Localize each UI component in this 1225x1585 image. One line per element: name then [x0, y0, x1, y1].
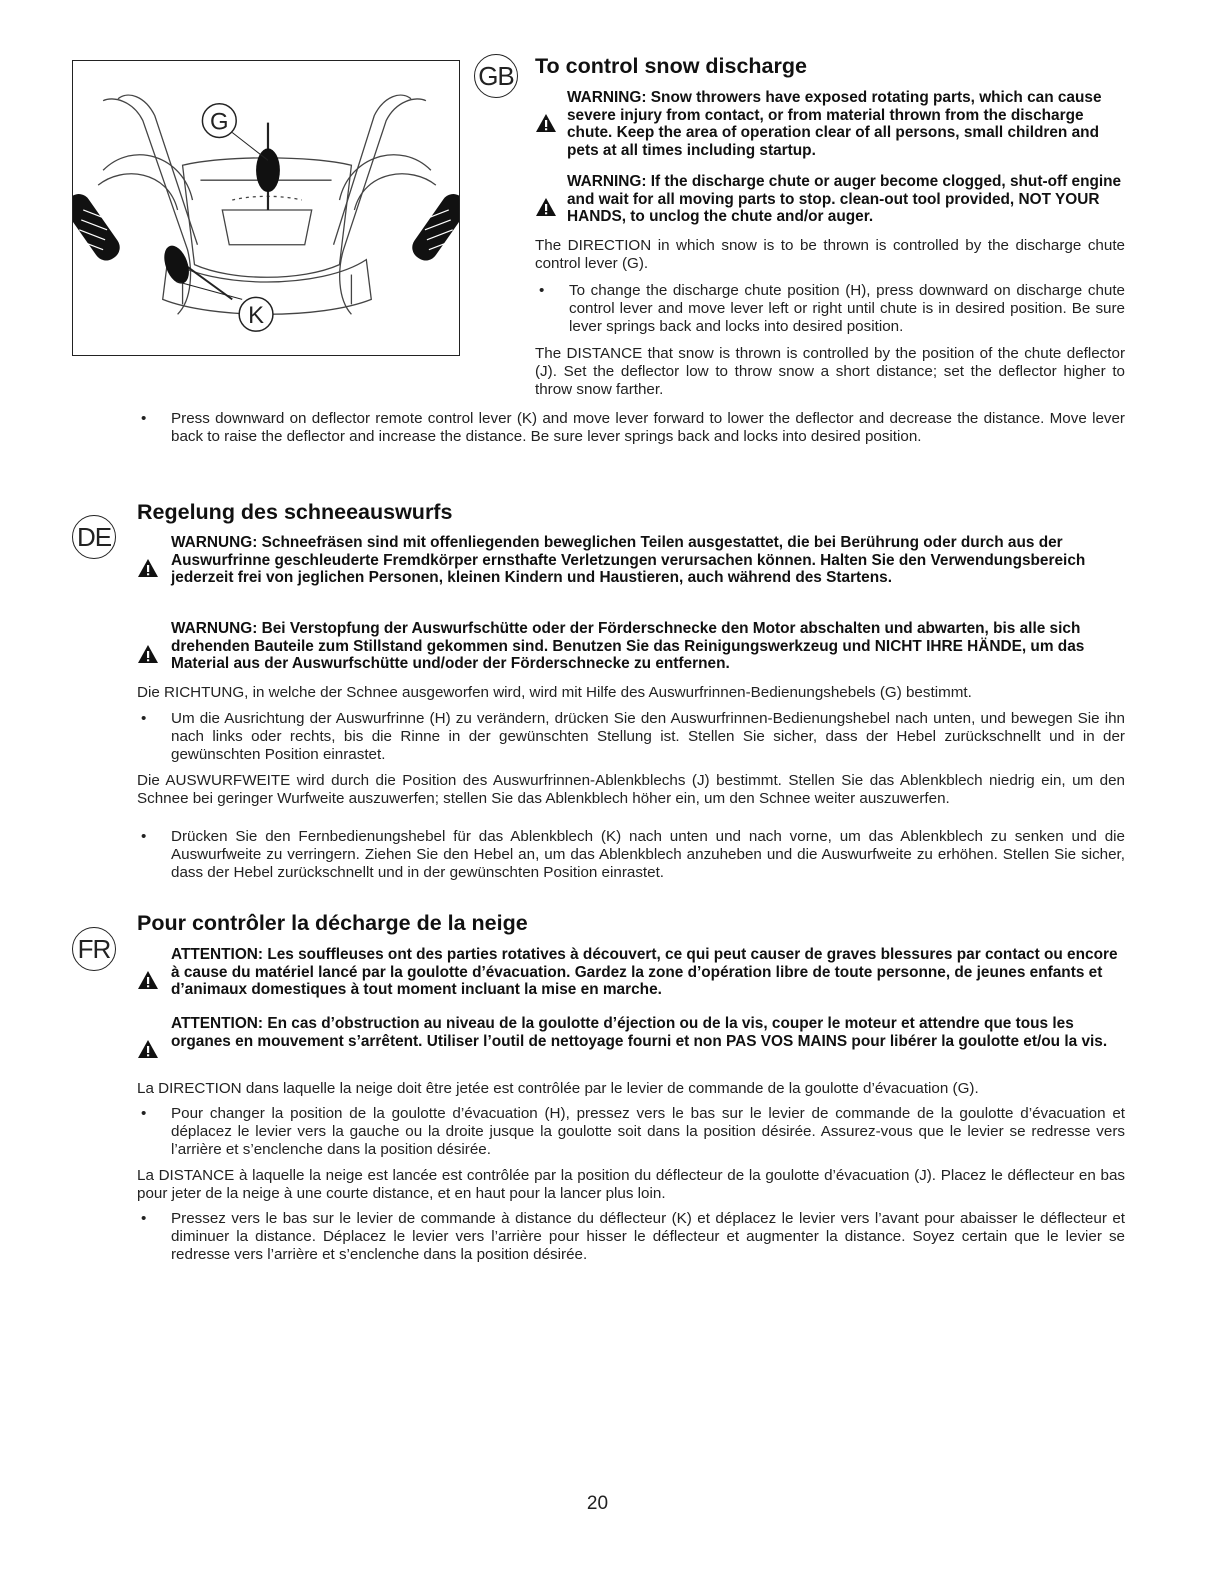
gb-direction-paragraph: The DIRECTION in which snow is to be thrown is controlled by the discharge chute control lever (G). [535, 237, 1125, 272]
fr-warning-block-2 [137, 1015, 1125, 1064]
warning-triangle-icon [137, 1039, 161, 1064]
gb-distance-bullet [137, 410, 1125, 446]
fr-warning-text-1: ATTENTION: Les souffleuses ont des parties rotatives à découvert, ce qui peut causer de graves blessures par contact ou encore à cause du matériel lancé par la goulotte d’évacuation. Gardez la zone d’opération libre de toute personne, de jeunes enfants et d’animaux domestiques à tout moment incluant la mise en marche. [171, 946, 1118, 999]
gb-warning-block-2 [535, 173, 1125, 226]
warning-triangle-icon [137, 970, 161, 995]
gb-warning-text-2: WARNING: If the discharge chute or auger become clogged, shut-off engine and wait for all moving parts to stop. clean-out tool provided, NOT YOUR HANDS, to unclog the chute and/or auger. [567, 173, 1122, 226]
de-distance-bullet [137, 828, 1125, 882]
gb-direction-bullet [535, 282, 1125, 336]
warning-triangle-icon [535, 113, 559, 138]
fr-warning-block-1 [137, 946, 1125, 999]
de-direction-bullet [137, 710, 1125, 764]
callout-g-label: G [210, 108, 229, 136]
handlebar-diagram [72, 60, 460, 356]
warning-triangle-icon [535, 197, 559, 222]
de-warning-block-2 [137, 620, 1125, 673]
bullet-dot: • [141, 710, 147, 727]
callout-k-label: K [248, 302, 265, 330]
gb-language-badge [474, 54, 518, 98]
fr-section-title: Pour contrôler la décharge de la neige [137, 911, 528, 935]
gb-distance-paragraph: The DISTANCE that snow is thrown is controlled by the position of the chute deflector (J). Set the deflector low to throw snow a short distance; set the deflector higher to throw snow farther. [535, 345, 1125, 398]
de-direction-bullet-text: Um die Ausrichtung der Auswurfrinne (H) zu verändern, drücken Sie den Auswurfrinnen-Bedienungshebel nach unten, und bewegen Sie ihn nach links oder rechts, bis die Rinne in der gewünschten Stellung ist. Stellen Sie sicher, dass der Hebel zurückschnellt und in der gewünschten Position einrastet. [171, 710, 1125, 763]
fr-direction-bullet-text: Pour changer la position de la goulotte d’évacuation (H), pressez vers le bas sur le levier de commande de la goulotte d’évacuation et déplacez le levier vers la gauche ou la droite jusque la goulotte soit dans la position désirée. Assurez-vous que le levier se redresse vers l’arrière et s’enclenche dans la position désirée. [171, 1105, 1125, 1158]
handlebar-illustration [73, 61, 459, 355]
gb-section-title: To control snow discharge [535, 54, 807, 78]
de-direction-paragraph: Die RICHTUNG, in welche der Schnee ausgeworfen wird, wird mit Hilfe des Auswurfrinnen-Bedienungshebels (G) bestimmt. [137, 684, 972, 701]
warning-triangle-icon [137, 558, 161, 583]
page-number: 20 [586, 1493, 609, 1514]
bullet-dot: • [141, 1105, 147, 1122]
fr-distance-paragraph: La DISTANCE à laquelle la neige est lancée est contrôlée par la position du déflecteur de la goulotte d’évacuation (J). Placez le déflecteur en bas pour jeter de la neige à une courte distance, et en haut pour la lancer plus loin. [137, 1167, 1125, 1202]
gb-distance-bullet-text: Press downward on deflector remote control lever (K) and move lever forward to lower the deflector and decrease the distance. Move lever back to raise the deflector and increase the distance. Be sure lever springs back and locks into desired position. [171, 410, 1125, 445]
de-warning-text-1: WARNUNG: Schneefräsen sind mit offenliegenden beweglichen Teilen ausgestattet, die bei Berührung oder durch aus der Auswurfrinne geschleuderte Fremdkörper ernsthafte Verletzungen verursachen können. Halten Sie den Verwendungsbereich jederzeit frei von jeglichen Personen, kleinen Kindern und Haustieren, auch während des Startens. [171, 534, 1086, 587]
warning-triangle-icon [137, 644, 161, 669]
de-distance-paragraph: Die AUSWURFWEITE wird durch die Position des Auswurfrinnen-Ablenkblechs (J) bestimmt. Stellen Sie das Ablenkblech niedrig ein, um den Schnee bei geringer Wurfweite auszuwerfen; stellen Sie das Ablenkblech höher ein, um den Schnee weiter auszuwerfen. [137, 772, 1125, 807]
de-distance-bullet-text: Drücken Sie den Fernbedienungshebel für das Ablenkblech (K) nach unten und nach vorne, um das Ablenkblech zu senken und die Auswurfweite zu verringern. Ziehen Sie den Hebel an, um das Ablenkblech anzuheben und die Auswurfweite zu erhöhen. Stellen Sie sicher, dass der Hebel zurückschnellt und in der gewünschten Position einrastet. [171, 828, 1125, 881]
fr-badge-label: FR [77, 933, 111, 964]
bullet-dot: • [141, 410, 147, 427]
de-section-title: Regelung des schneeauswurfs [137, 500, 453, 524]
de-warning-text-2: WARNUNG: Bei Verstopfung der Auswurfschütte oder der Förderschnecke den Motor abschalten und abwarten, bis alle sich drehenden Bauteile zum Stillstand gekommen sind. Benutzen Sie das Reinigungswerkzeug und NICHT IHRE HÄNDE, um das Material aus der Auswurfschütte und/oder der Förderschnecke zu entfernen. [171, 620, 1085, 673]
bullet-dot: • [141, 1210, 147, 1227]
gb-badge-label: GB [478, 60, 514, 91]
bullet-dot: • [141, 828, 147, 845]
fr-language-badge [72, 927, 116, 971]
gb-direction-bullet-text: To change the discharge chute position (H), press downward on discharge chute control lever and move lever left or right until chute is in desired position. Be sure lever springs back and locks into desired position. [569, 282, 1125, 335]
fr-direction-paragraph: La DIRECTION dans laquelle la neige doit être jetée est contrôlée par le levier de commande de la goulotte d’évacuation (G). [137, 1080, 979, 1097]
de-language-badge [72, 515, 116, 559]
fr-distance-bullet [137, 1210, 1125, 1264]
de-warning-block-1 [137, 534, 1125, 587]
callout-k [239, 297, 273, 331]
fr-direction-bullet [137, 1105, 1125, 1159]
gb-warning-text-1: WARNING: Snow throwers have exposed rotating parts, which can cause severe injury from contact, or from material thrown from the discharge chute. Keep the area of operation clear of all persons, small children and pets at all times including startup. [567, 89, 1102, 160]
fr-warning-text-2: ATTENTION: En cas d’obstruction au niveau de la goulotte d’éjection ou de la vis, couper le moteur et attendre que tous les organes en mouvement s’arrêtent. Utiliser l’outil de nettoyage fourni et non PAS VOS MAINS pour libérer la goulotte et/ou la vis. [171, 1015, 1108, 1050]
bullet-dot: • [539, 282, 545, 299]
callout-g [202, 104, 236, 138]
de-badge-label: DE [76, 521, 112, 552]
gb-warning-block-1 [535, 89, 1125, 160]
fr-distance-bullet-text: Pressez vers le bas sur le levier de commande à distance du déflecteur (K) et déplacez le levier vers l’avant pour abaisser le déflecteur et diminuer la distance. Déplacez le levier vers l’arrière pour hisser le déflecteur et augmenter la distance. Soyez certain que le levier se redresse vers l’arrière et s’enclenche dans la position désirée. [171, 1210, 1125, 1263]
